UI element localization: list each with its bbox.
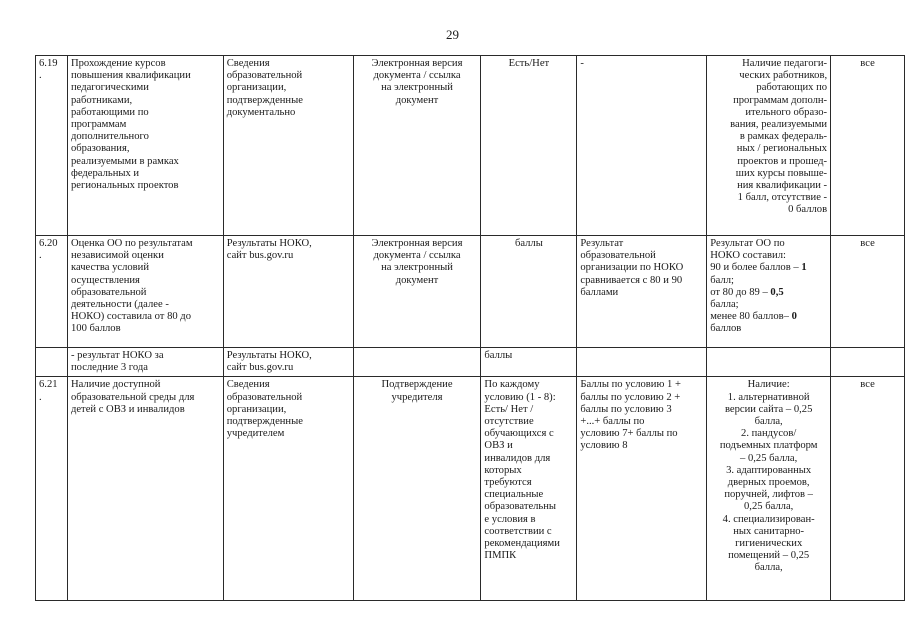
data-source: Результаты НОКО, сайт bus.gov.ru bbox=[223, 236, 353, 348]
criteria-table bbox=[35, 55, 905, 601]
indicator-name: Оценка ОО по результатам независимой оценки качества условий осуществления образовательной деятельности (далее - НОКО) составила от 80 до 100 баллов bbox=[67, 236, 223, 348]
measurement-unit: Есть/Нет bbox=[481, 56, 577, 236]
scoring-criteria bbox=[707, 348, 831, 377]
measurement-unit: баллы bbox=[481, 236, 577, 348]
scoring-criteria: Результат ОО по НОКО составил: 90 и более баллов – 1 балл; от 80 до 89 – 0,5 балла; менее 80 баллов– 0 баллов bbox=[707, 236, 831, 348]
submission-form: Электронная версия документа / ссылка на электронный документ bbox=[353, 56, 481, 236]
row-number bbox=[36, 348, 68, 377]
scoring-criteria: Наличие педагоги- ческих работников, работающих по программам дополн- ительного образо- вания, реализуемыми в рамках федераль- ных / региональных проектов и прошед- ших курсы повыше- ния квалификации - 1 балл, отсутствие - 0 баллов bbox=[707, 56, 831, 236]
calculation-method: Результат образовательной организации по НОКО сравнивается с 80 и 90 баллами bbox=[577, 236, 707, 348]
page-number: 29 bbox=[446, 27, 459, 42]
scoring-criteria: Наличие: 1. альтернативной версии сайта – 0,25 балла, 2. пандусов/ подъемных платформ – 0,25 балла, 3. адаптированных дверных проемов, поручней, лифтов – 0,25 балла, 4. специализирован- ных санитарно- гигиенических помещений – 0,25 балла, bbox=[707, 377, 831, 601]
table-row bbox=[36, 348, 905, 377]
row-number: 6.21 . bbox=[36, 377, 68, 601]
table-row bbox=[36, 236, 905, 348]
indicator-name: Прохождение курсов повышения квалификации педагогическими работниками, работающими по программам дополнительного образования, реализуемыми в рамках федеральных и региональных проектов bbox=[67, 56, 223, 236]
data-source: Сведения образовательной организации, подтвержденные документально bbox=[223, 56, 353, 236]
row-number: 6.20 . bbox=[36, 236, 68, 348]
measurement-unit: баллы bbox=[481, 348, 577, 377]
data-source: Результаты НОКО, сайт bus.gov.ru bbox=[223, 348, 353, 377]
submission-form: Электронная версия документа / ссылка на электронный документ bbox=[353, 236, 481, 348]
indicator-name: - результат НОКО за последние 3 года bbox=[67, 348, 223, 377]
submission-form: Подтверждение учредителя bbox=[353, 377, 481, 601]
table-row bbox=[36, 56, 905, 236]
applies-to bbox=[831, 348, 905, 377]
calculation-method bbox=[577, 348, 707, 377]
table-row bbox=[36, 377, 905, 601]
calculation-method: - bbox=[577, 56, 707, 236]
applies-to: все bbox=[831, 377, 905, 601]
data-source: Сведения образовательной организации, подтвержденные учредителем bbox=[223, 377, 353, 601]
measurement-unit: По каждому условию (1 - 8): Есть/ Нет / отсутствие обучающихся с ОВЗ и инвалидов для которых требуются специальные образовательны е условия в соответствии с рекомендациями ПМПК bbox=[481, 377, 577, 601]
submission-form bbox=[353, 348, 481, 377]
applies-to: все bbox=[831, 56, 905, 236]
row-number: 6.19 . bbox=[36, 56, 68, 236]
applies-to: все bbox=[831, 236, 905, 348]
indicator-name: Наличие доступной образовательной среды для детей с ОВЗ и инвалидов bbox=[67, 377, 223, 601]
calculation-method: Баллы по условию 1 + баллы по условию 2 + баллы по условию 3 +...+ баллы по условию 7+ баллы по условию 8 bbox=[577, 377, 707, 601]
